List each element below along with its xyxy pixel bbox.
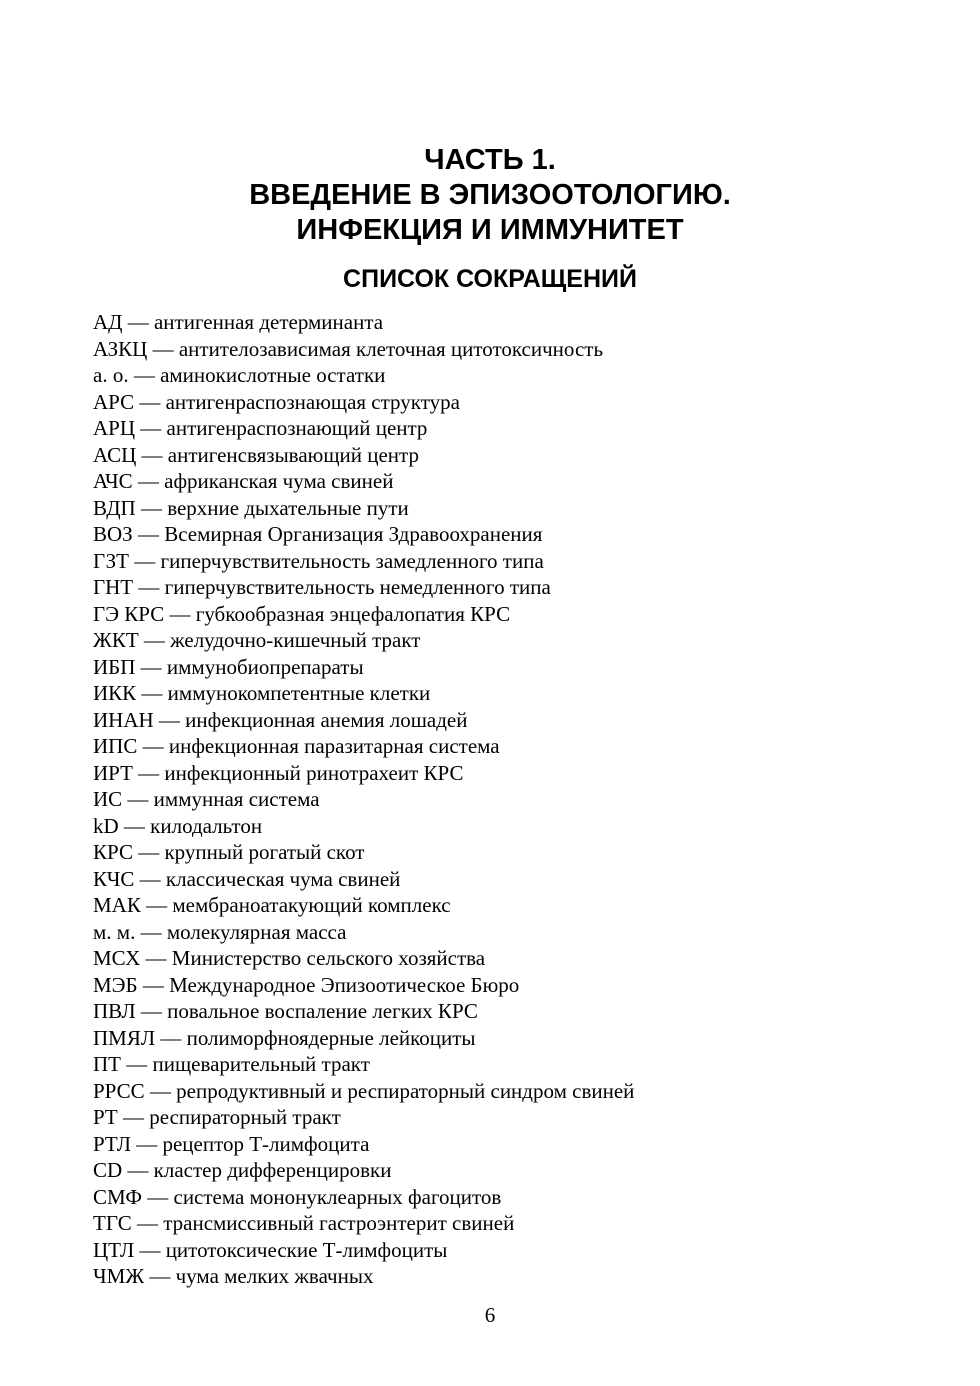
part-heading (0, 143, 980, 248)
abbreviation-item: ИРТ — инфекционный ринотрахеит КРС (93, 760, 464, 785)
abbreviation-item: ИКК — иммунокомпетентные клетки (93, 681, 431, 705)
abbreviation-item: АСЦ — антигенсвязывающий центр (93, 442, 419, 467)
abbreviation-item: СМФ — система мононуклеарных фагоцитов (93, 1184, 502, 1209)
abbreviation-item: РТ — респираторный тракт (93, 1105, 341, 1129)
part-heading-line-2: ВВЕДЕНИЕ В ЭПИЗООТОЛОГИЮ. (249, 179, 731, 211)
abbreviation-item: CD — кластер дифференцировки (93, 1158, 392, 1182)
section-heading: СПИСОК СОКРАЩЕНИЙ (343, 265, 637, 293)
abbreviation-item: АРС — антигенраспознающая структура (93, 389, 460, 414)
abbreviation-item: ЦТЛ — цитотоксические Т-лимфоциты (93, 1237, 448, 1262)
abbreviation-item: kD — килодальтон (93, 813, 263, 838)
abbreviation-item: АЧС — африканская чума свиней (93, 469, 394, 493)
abbreviation-item: КРС — крупный рогатый скот (93, 840, 365, 864)
abbreviation-item: ВОЗ — Всемирная Организация Здравоохранения (93, 522, 543, 546)
abbreviation-item: ИС — иммунная система (93, 787, 320, 811)
abbreviation-item: ГЭ КРС — губкообразная энцефалопатия КРС (93, 601, 511, 626)
abbreviation-item: КЧС — классическая чума свиней (93, 866, 401, 891)
part-heading-line-1: ЧАСТЬ 1. (424, 144, 556, 176)
abbreviation-item: ВДП — верхние дыхательные пути (93, 495, 409, 520)
abbreviation-item: а. о. — аминокислотные остатки (93, 363, 386, 387)
abbreviation-item: МАК — мембраноатакующий комплекс (93, 893, 451, 917)
abbreviation-item: МЭБ — Международное Эпизоотическое Бюро (93, 972, 520, 997)
abbreviation-item: ЖКТ — желудочно-кишечный тракт (93, 628, 421, 652)
abbreviation-item: ИПС — инфекционная паразитарная система (93, 734, 500, 758)
page-number: 6 (484, 1303, 496, 1327)
abbreviation-item: АЗКЦ — антителозависимая клеточная цитотоксичность (93, 336, 604, 361)
abbreviation-item: АД — антигенная детерминанта (93, 310, 384, 334)
abbreviation-item: РТЛ — рецептор Т-лимфоцита (93, 1131, 370, 1156)
part-heading-line-3: ИНФЕКЦИЯ И ИММУНИТЕТ (296, 214, 684, 246)
abbreviation-item: ПТ — пищеварительный тракт (93, 1052, 370, 1076)
abbreviation-item: МСХ — Министерство сельского хозяйства (93, 946, 486, 970)
abbreviation-item: ИБП — иммунобиопрепараты (93, 654, 364, 679)
abbreviation-item: м. м. — молекулярная масса (93, 919, 347, 944)
abbreviation-item: РРСС — репродуктивный и респираторный синдром свиней (93, 1078, 635, 1103)
abbreviation-list (93, 309, 913, 1290)
abbreviation-item: ГЗТ — гиперчувствительность замедленного типа (93, 548, 544, 573)
abbreviation-item: ГНТ — гиперчувствительность немедленного типа (93, 575, 551, 599)
abbreviation-item: АРЦ — антигенраспознающий центр (93, 416, 428, 440)
abbreviation-item: ЧМЖ — чума мелких жвачных (93, 1264, 374, 1288)
abbreviation-item: ТГС — трансмиссивный гастроэнтерит свиней (93, 1211, 515, 1235)
abbreviation-item: ИНАН — инфекционная анемия лошадей (93, 707, 468, 732)
abbreviation-item: ПМЯЛ — полиморфноядерные лейкоциты (93, 1025, 476, 1050)
abbreviation-item: ПВЛ — повальное воспаление легких КРС (93, 999, 478, 1023)
